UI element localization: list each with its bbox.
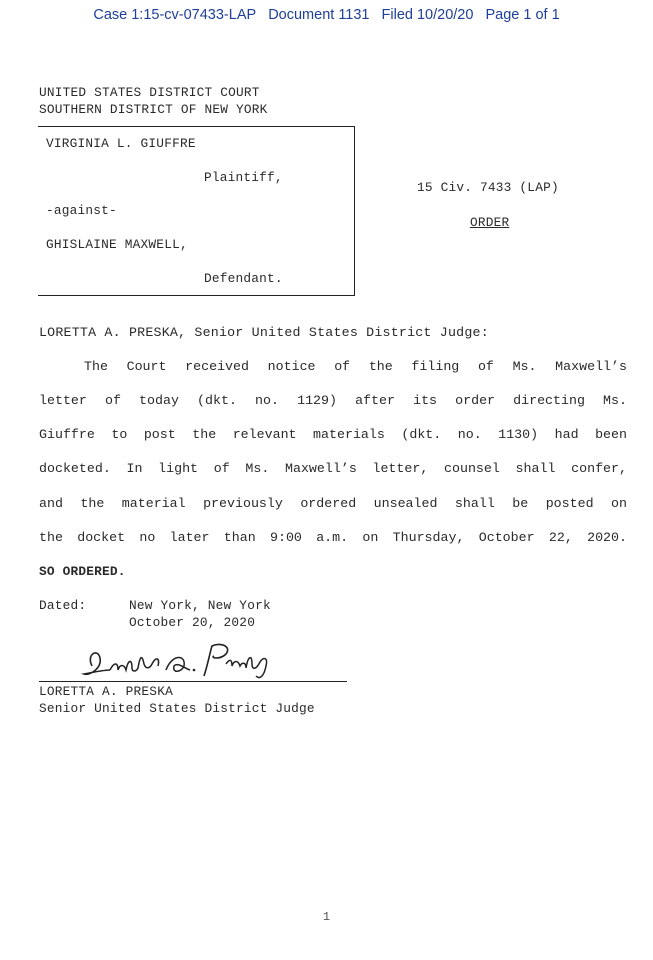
signer-name: LORETTA A. PRESKA (39, 684, 173, 699)
defendant-label: Defendant. (204, 271, 283, 286)
filed-date: Filed 10/20/20 (381, 7, 474, 23)
page-indicator: Page 1 of 1 (485, 7, 560, 23)
dated-place: New York, New York (129, 598, 271, 613)
judge-intro: LORETTA A. PRESKA, Senior United States District Judge: (39, 325, 489, 340)
dated-label: Dated: (39, 598, 87, 613)
order-body-line-1: The Court received notice of the filing of Ms. Maxwell’s (84, 359, 627, 374)
case-number-header: Case 1:15-cv-07433-LAP (93, 7, 257, 23)
against-label: -against- (46, 203, 117, 218)
order-body-line-4: docketed. In light of Ms. Maxwell’s letter, counsel shall confer, (39, 461, 627, 476)
court-name-line2: SOUTHERN DISTRICT OF NEW YORK (39, 102, 268, 117)
signer-title: Senior United States District Judge (39, 701, 315, 716)
order-body-line-6: the docket no later than 9:00 a.m. on Thursday, October 22, 2020. (39, 530, 627, 545)
ecf-header (0, 7, 653, 23)
page-number: 1 (322, 910, 331, 924)
court-name-line1: UNITED STATES DISTRICT COURT (39, 85, 260, 100)
order-body-line-5: and the material previously ordered unsealed shall be posted on (39, 496, 627, 511)
plaintiff-name: VIRGINIA L. GIUFFRE (46, 136, 196, 151)
dated-date: October 20, 2020 (129, 615, 256, 630)
order-body-line-2: letter of today (dkt. no. 1129) after its order directing Ms. (39, 393, 627, 408)
civil-case-number: 15 Civ. 7433 (LAP) (417, 180, 559, 195)
defendant-name: GHISLAINE MAXWELL, (46, 237, 188, 252)
signature-line (39, 681, 347, 682)
judge-signature (80, 640, 300, 684)
document-title: ORDER (470, 215, 510, 230)
document-number: Document 1131 (268, 7, 370, 23)
so-ordered: SO ORDERED. (39, 564, 126, 579)
order-body-line-3: Giuffre to post the relevant materials (dkt. no. 1130) had been (39, 427, 627, 442)
plaintiff-label: Plaintiff, (204, 170, 283, 185)
